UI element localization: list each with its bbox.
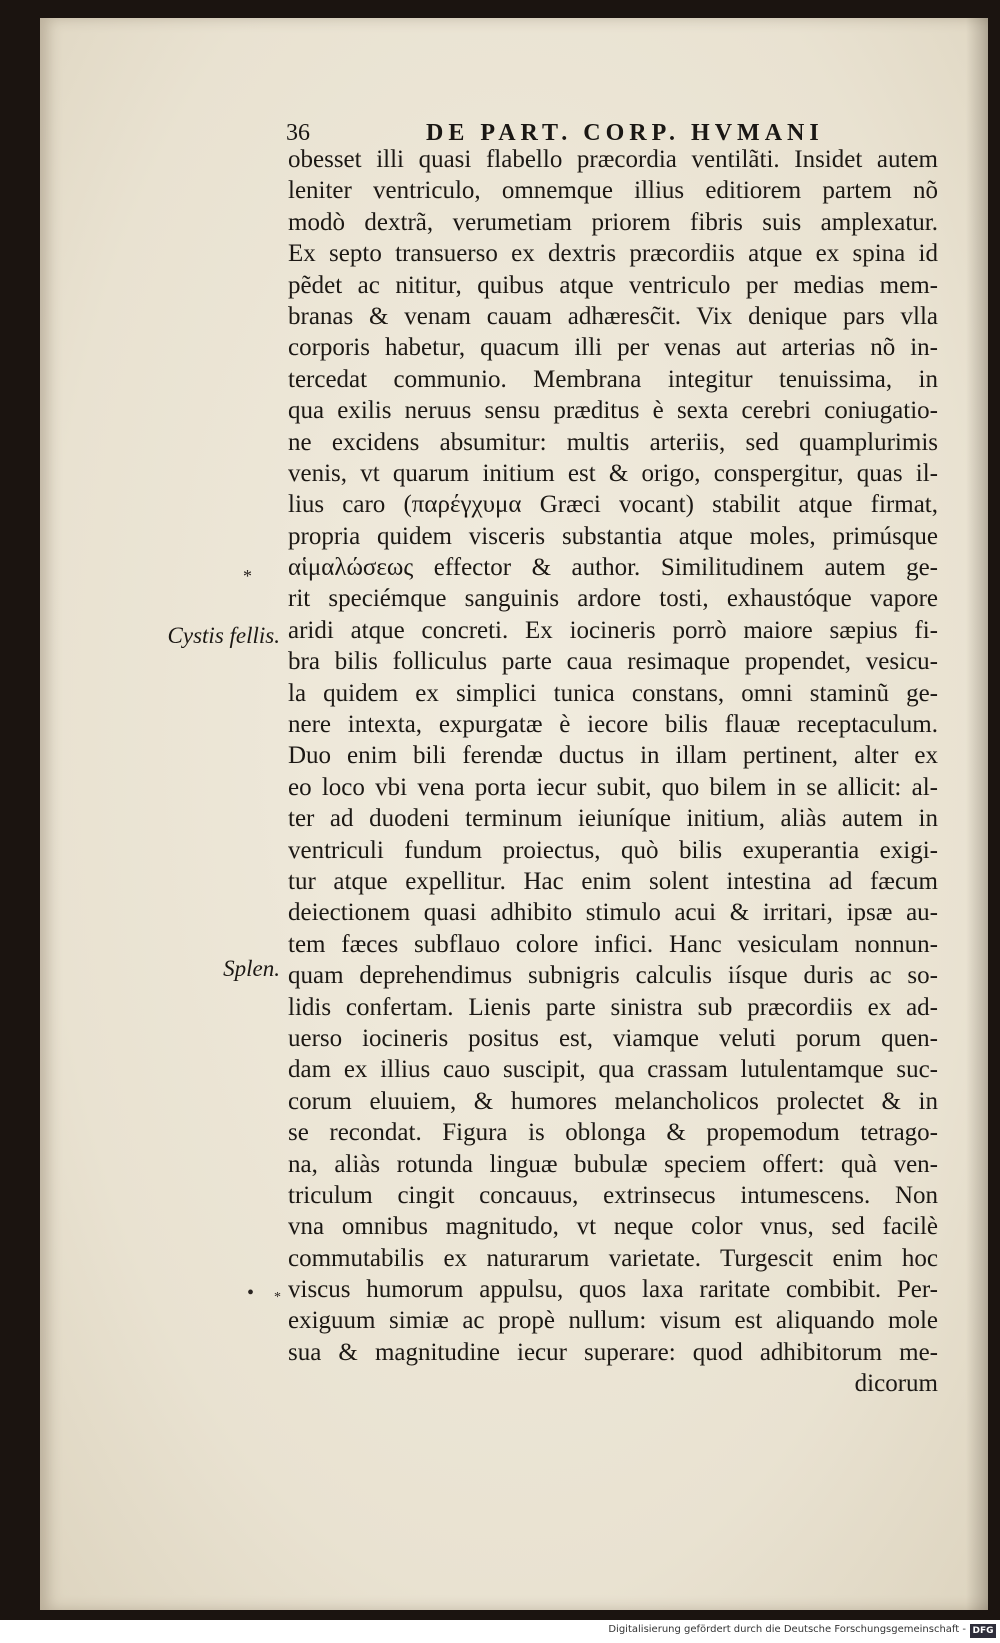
text-line: tur atque expellitur. Hac enim solent intestina ad fæcum	[288, 867, 938, 895]
text-line: uerso iocineris positus est, viamque veluti porum quen-	[288, 1024, 938, 1052]
text-line: lius caro (παρέγχυμα Græci vocant) stabilit atque firmat,	[288, 491, 938, 519]
dfg-logo-icon: DFG	[970, 1624, 996, 1638]
text-line: ventriculi fundum proiectus, quò bilis exuperantia exigi-	[288, 836, 938, 864]
digitization-footer	[0, 1620, 1000, 1643]
text-line: la quidem ex simplici tunica constans, omni staminũ ge-	[288, 679, 938, 707]
margin-mark: *	[274, 1290, 281, 1305]
text-line: triculum cingit concauus, extrinsecus intumescens. Non	[288, 1181, 938, 1209]
text-line: propria quidem visceris substantia atque moles, primúsque	[288, 522, 938, 550]
text-line: obesset illi quasi flabello præcordia ventilãti. Insidet autem	[288, 146, 938, 173]
text-line: dam ex illius cauo suscipit, qua crassam lutulentamque suc-	[288, 1056, 938, 1084]
text-line: leniter ventriculo, omnemque illius editiorem partem nõ	[288, 177, 938, 205]
text-line: corporis habetur, quacum illi per venas aut arterias nõ in-	[288, 334, 938, 362]
text-line: tercedat communio. Membrana integitur tenuissima, in	[288, 365, 938, 393]
text-line: tem fæces subflauo colore infici. Hanc vesiculam nonnun-	[288, 930, 938, 958]
text-line: viscus humorum appulsu, quos laxa raritate combibit. Per-	[288, 1276, 938, 1304]
marginal-note-cystis: Cystis fellis.	[167, 623, 280, 648]
text-line: branas & venam cauam adhæresc̃it. Vix denique pars vlla	[288, 302, 938, 330]
text-line: modò dextrã, verumetiam priorem fibris suis amplexatur.	[288, 208, 938, 236]
text-line: se recondat. Figura is oblonga & propemodum tetrago-	[288, 1119, 938, 1147]
text-line: Duo enim bili ferendæ ductus in illam pertinent, alter ex	[288, 742, 938, 770]
text-line: commutabilis ex naturarum varietate. Turgescit enim hoc	[288, 1244, 938, 1272]
text-line: rit speciémque sanguinis ardore tosti, exhaustóque vapore	[288, 585, 938, 613]
marginal-note-splen: Splen.	[223, 956, 280, 981]
margin-mark: *	[243, 566, 252, 586]
text-line: ne excidens absumitur: multis arteriis, sed quamplurimis	[288, 428, 938, 456]
text-line: bra bilis folliculus parte caua resimaque propendet, vesicu-	[288, 648, 938, 676]
dfg-credit-text: Digitalisierung gefördert durch die Deutsche Forschungsgemeinschaft -	[608, 1624, 966, 1635]
text-line: sua & magnitudine iecur superare: quod adhibitorum me-	[288, 1338, 938, 1366]
text-line: Ex septo transuerso ex dextris præcordiis atque ex spina id	[288, 240, 938, 268]
text-line: ter ad duodeni terminum ieiuníque initium, aliàs autem in	[288, 805, 938, 833]
text-line: exiguum simiæ ac propè nullum: visum est aliquando mole	[288, 1307, 938, 1335]
body-text	[288, 144, 938, 1400]
margin-mark: •	[247, 1282, 255, 1304]
text-line: deiectionem quasi adhibito stimulo acui & irritari, ipsæ au-	[288, 899, 938, 927]
catchword: dicorum	[854, 1370, 938, 1398]
text-line: vna omnibus magnitudo, vt neque color vnus, sed facilè	[288, 1213, 938, 1241]
text-line: lidis confertam. Lienis parte sinistra sub præcordiis ex ad-	[288, 993, 938, 1021]
text-line: na, aliàs rotunda linguæ bubulæ speciem offert: quà ven-	[288, 1150, 938, 1178]
text-line: eo loco vbi vena porta iecur subit, quo bilem in se allicit: al-	[288, 773, 938, 801]
page-number: 36	[286, 120, 310, 146]
text-line: pẽdet ac nititur, quibus atque ventriculo per medias mem-	[288, 271, 938, 299]
running-title: DE PART. CORP. HVMANI	[426, 120, 824, 146]
text-line: nere intexta, expurgatæ è iecore bilis flauæ receptaculum.	[288, 711, 938, 739]
text-line: quam deprehendimus subnigris calculis iísque duris ac so-	[288, 962, 938, 990]
text-line: corum eluuiem, & humores melancholicos prolectet & in	[288, 1087, 938, 1115]
text-line: αἱμαλώσεως effector & author. Similitudinem autem ge-	[288, 554, 938, 582]
text-line: aridi atque concreti. Ex iocineris porrò maiore sæpius fi-	[288, 616, 938, 644]
text-line: venis, vt quarum initium est & origo, conspergitur, quas il-	[288, 459, 938, 487]
text-line: qua exilis neruus sensu præditus è sexta cerebri coniugatio-	[288, 397, 938, 425]
